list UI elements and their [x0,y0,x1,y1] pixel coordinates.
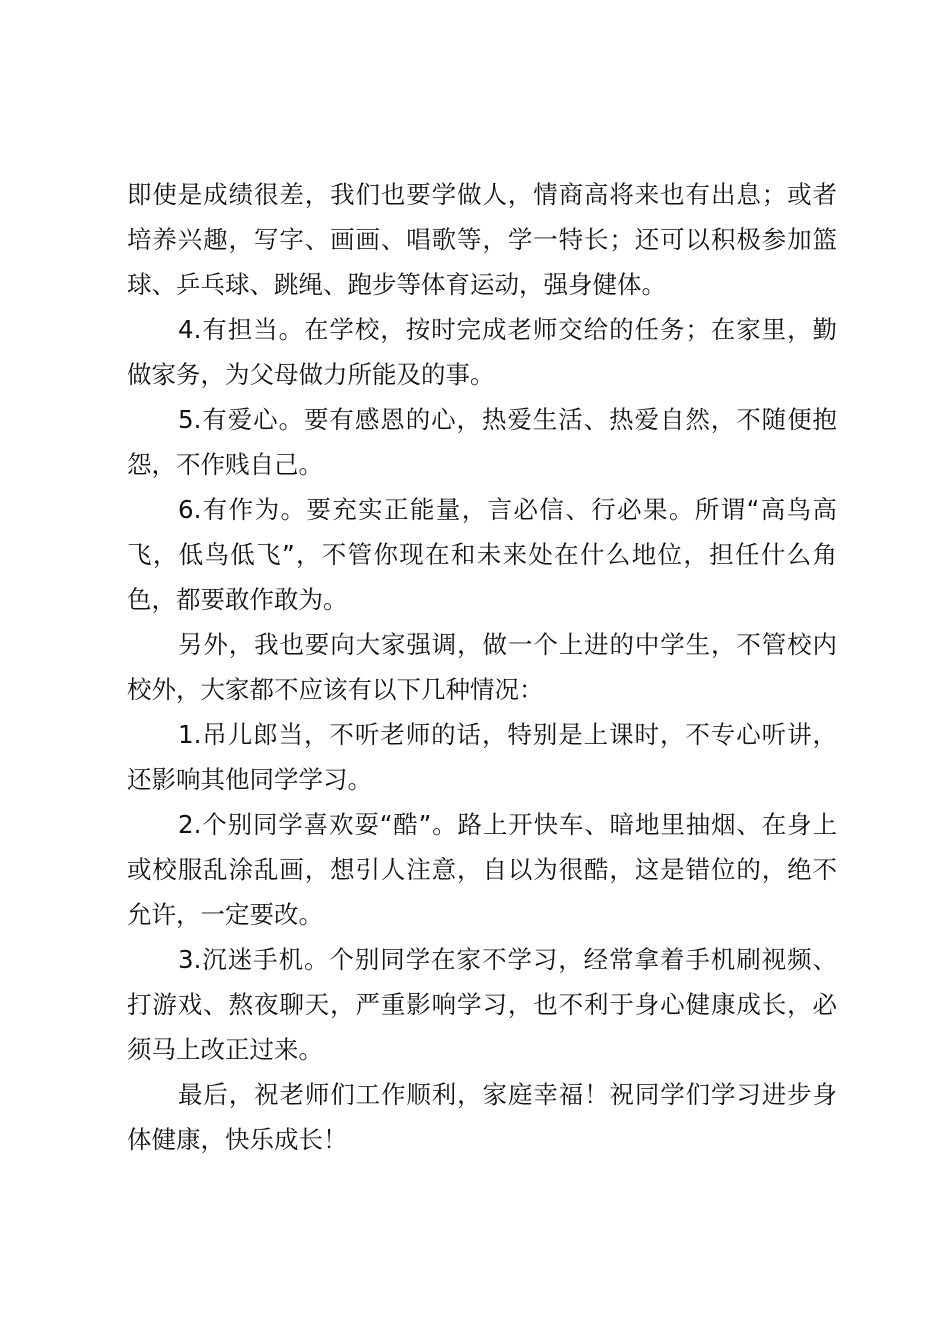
paragraph-point-6: 6.有作为。要充实正能量，言必信、行必果。所谓“高鸟高飞，低鸟低飞”，不管你现在和未来处在什么地位，担任什么角色，都要敢作敢为。 [127,495,837,614]
paragraph-continuation: 即使是成绩很差，我们也要学做人，情商高将来也有出息；或者培养兴趣，写字、画画、唱歌等，学一特长；还可以积极参加篮球、乒乓球、跳绳、跑步等体育运动，强身健体。 [127,180,837,299]
paragraph-point-5: 5.有爱心。要有感恩的心，热爱生活、热爱自然，不随便抱怨，不作贱自己。 [127,405,837,479]
paragraph-point-4: 4.有担当。在学校，按时完成老师交给的任务；在家里，勤做家务，为父母做力所能及的事。 [127,315,837,389]
body-text [127,172,837,1162]
paragraph-issue-3: 3.沉迷手机。个别同学在家不学习，经常拿着手机刷视频、打游戏、熬夜聊天，严重影响学习，也不利于身心健康成长，必须马上改正过来。 [127,945,837,1064]
paragraph-issue-2: 2.个别同学喜欢耍“酷”。路上开快车、暗地里抽烟、在身上或校服乱涂乱画，想引人注意，自以为很酷，这是错位的，绝不允许，一定要改。 [127,810,837,929]
paragraph-issue-1: 1.吊儿郎当，不听老师的话，特别是上课时，不专心听讲，还影响其他同学学习。 [127,720,837,794]
paragraph-additional: 另外，我也要向大家强调，做一个上进的中学生，不管校内校外，大家都不应该有以下几种情况： [127,630,837,704]
paragraph-closing: 最后，祝老师们工作顺利，家庭幸福！祝同学们学习进步身体健康，快乐成长！ [127,1080,837,1154]
